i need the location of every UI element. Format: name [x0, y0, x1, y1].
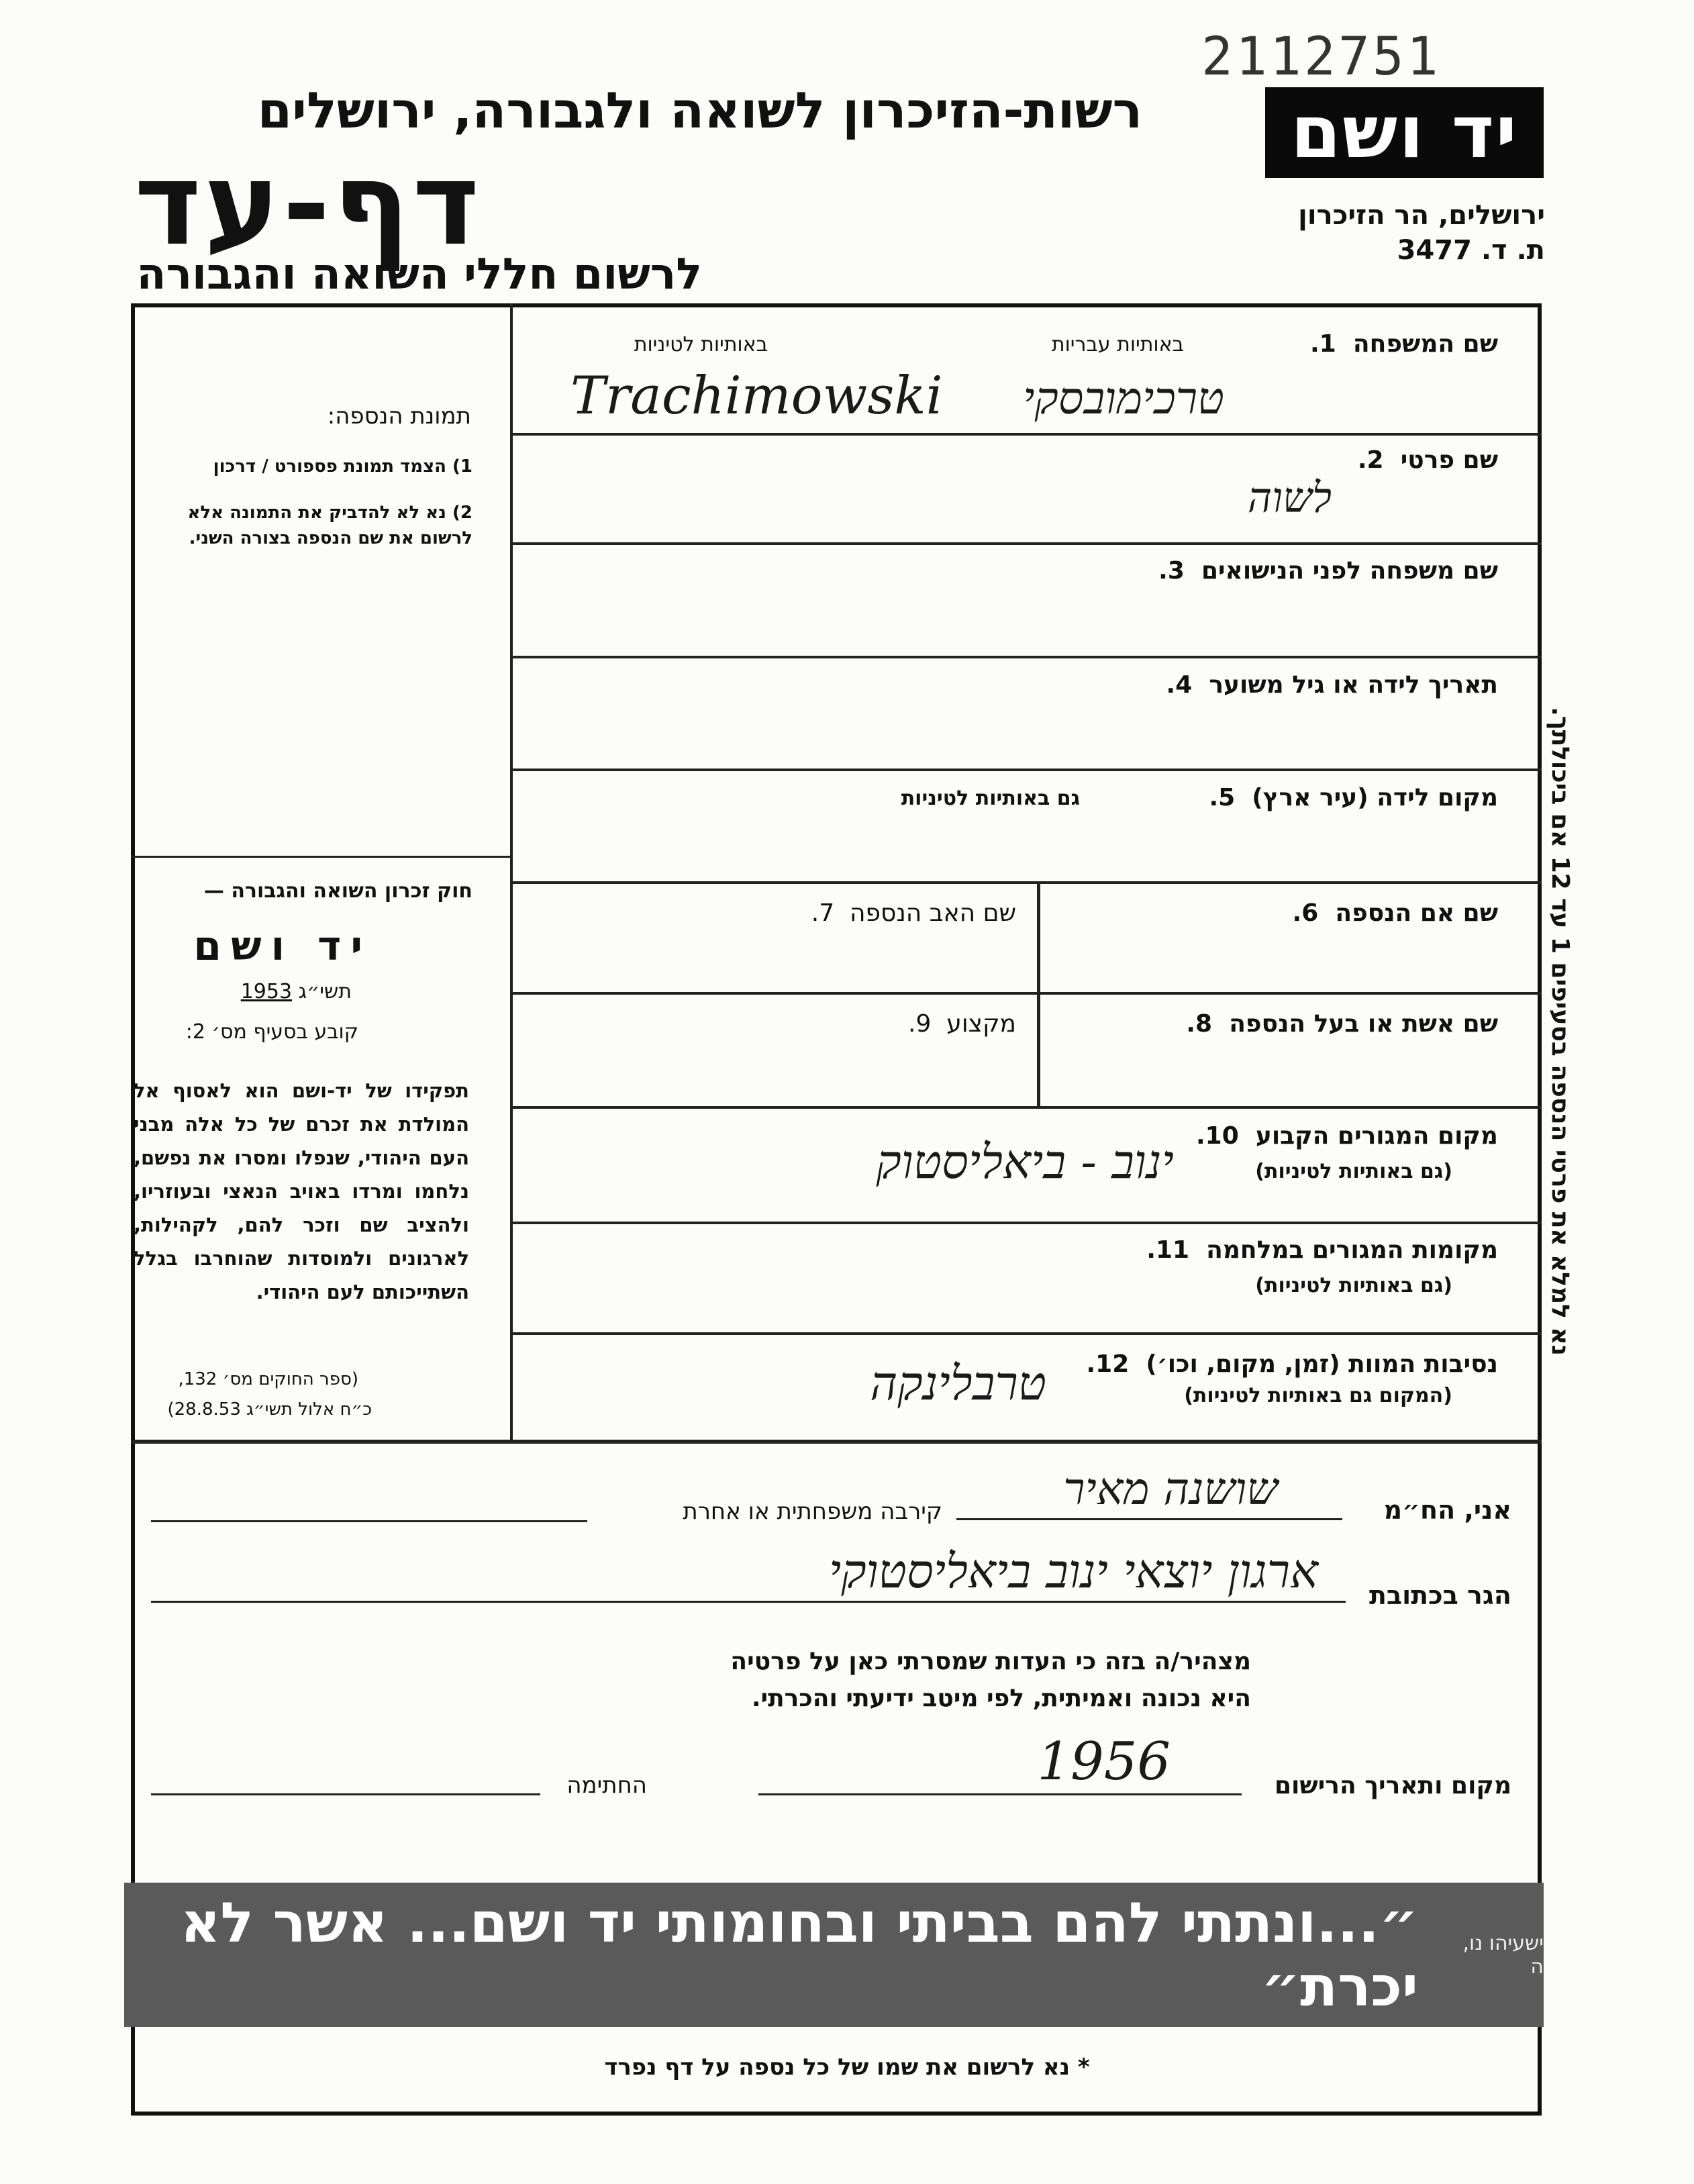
field-8-label: שם אשת או בעל הנספה [1229, 1010, 1498, 1038]
field-6-label: שם אם הנספה [1335, 899, 1498, 927]
photo-title: תמונת הנספה: [327, 403, 471, 430]
address-label: הגר בכתובת [1368, 1581, 1511, 1610]
field-12-number: 12. [1086, 1350, 1130, 1378]
field-3-label: שם משפחה לפני הנישואים [1201, 557, 1498, 585]
row-line [510, 433, 1542, 436]
declaration-divider [131, 1440, 1542, 1444]
law-ref-2: כ״ח אלול תשי״ג 28.8.53) [167, 1399, 372, 1420]
field-2-label: שם פרטי [1400, 446, 1498, 474]
field-12-note: (המקום גם באותיות לטיניות) [1184, 1384, 1452, 1407]
row-line [510, 992, 1542, 995]
relation-label: קירבה משפחתית או אחרת [683, 1498, 942, 1525]
side-note: נא למלא את פרטי הנספה בסעיפים 1 עד 12 אם ביכולתך. [1546, 707, 1574, 1356]
statement-line-1: מצהיר/ה בזה כי העדות שמסרתי כאן על פרטיה [730, 1648, 1251, 1675]
field-11-note: (גם באותיות לטיניות) [1255, 1274, 1452, 1297]
signature-label: החתימה [566, 1772, 647, 1799]
yad-vashem-logo: יד ושם [1265, 87, 1544, 178]
left-column-separator [131, 856, 510, 858]
logo-address [1298, 198, 1545, 268]
field-7-label: שם האב הנספה [850, 899, 1016, 927]
photo-note-1: 1) הצמד תמונת פספורט / דרכון [213, 456, 472, 477]
row-line [510, 881, 1542, 884]
verse-source: ישעיהו נו, ה [1462, 1931, 1544, 1979]
law-text: תפקידו של יד-ושם הוא לאסוף אל המולדת את זכרם של כל אלה מבני העם היהודי, שנפלו ומסרו את נפשם, נלחמו ומרדו באויב הנאצי ובעוזריו, ולהציב שם וזכר להם, לקהילות, לארגונים ולמוסדות שהוחרבו בגלל השתייכותם לעם היהודי. [134, 1079, 469, 1303]
field-5-note: גם באותיות לטיניות [901, 787, 1080, 810]
law-year-hebrew: תשי״ג [298, 980, 352, 1003]
row-line [510, 1222, 1542, 1224]
field-1-label: שם המשפחה [1352, 330, 1498, 358]
name-line [956, 1518, 1342, 1520]
field-3-number: 3. [1158, 557, 1185, 585]
left-column-divider [510, 303, 513, 1441]
field-9-number: 9. [908, 1010, 932, 1038]
logo-address-line-2: ת. ד. 3477 [1397, 235, 1545, 266]
field-4-number: 4. [1166, 671, 1193, 699]
ani-label: אני, הח״מ [1383, 1495, 1511, 1525]
row-line [510, 656, 1542, 658]
field-10-number: 10. [1195, 1122, 1239, 1150]
law-name: יד ושם [193, 923, 372, 970]
row-line [510, 1332, 1542, 1335]
field-5-number: 5. [1209, 784, 1236, 811]
verse-banner [124, 1883, 1544, 2027]
law-title: חוק זכרון השואה והגבורה — [203, 879, 472, 903]
field-12-label: נסיבות המוות (זמן, מקום, וכו׳) [1146, 1350, 1498, 1378]
verse-text: ״...ונתתי להם בביתי ובחומותי יד ושם... אשר לא יכרת״ [180, 1891, 1419, 2019]
field-1-hebrew-letters: באותיות עבריות [1051, 333, 1184, 356]
law-ref-1: (ספר החוקים מס׳ 132, [178, 1369, 358, 1389]
field-1-value-latin: Trachimowski [570, 366, 943, 426]
field-6-number: 6. [1292, 899, 1319, 927]
row-line [510, 1106, 1542, 1109]
field-2-value: לשוה [1247, 473, 1332, 522]
field-8-number: 8. [1186, 1010, 1213, 1038]
field-4-label: תאריך לידה או גיל משוער [1209, 671, 1498, 699]
field-1-value-hebrew: טרכימובסקי [1023, 373, 1224, 424]
address-line [151, 1601, 1346, 1603]
row-line [510, 542, 1542, 545]
field-11-number: 11. [1146, 1236, 1190, 1264]
authority-title: רשות-הזיכרון לשואה ולגבורה, ירושלים [257, 82, 1142, 140]
footnote: * נא לרשום את שמו של כל נספה על דף נפרד [604, 2054, 1090, 2081]
signature-line [151, 1793, 540, 1795]
place-date-line [758, 1793, 1242, 1795]
field-10-note: (גם באותיות לטיניות) [1255, 1160, 1452, 1183]
field-11-label: מקומות המגורים במלחמה [1206, 1236, 1498, 1264]
law-year: 1953 [240, 980, 293, 1003]
field-9-label: מקצוע [946, 1010, 1016, 1038]
logo-address-line-1: ירושלים, הר הזיכרון [1298, 200, 1545, 231]
field-5-label: מקום לידה (עיר ארץ) [1252, 784, 1498, 811]
form-title: דף-עד [134, 138, 483, 271]
place-date-label: מקום ותאריך הרישום [1274, 1772, 1511, 1799]
field-7-number: 7. [811, 899, 835, 927]
declarant-address: ארגון יוצאי ינוב ביאליסטוקי [828, 1544, 1318, 1599]
field-10-label: מקום המגורים הקבוע [1255, 1122, 1498, 1150]
field-1-latin-letters: באותיות לטיניות [634, 333, 768, 356]
place-date-value: 1956 [1037, 1732, 1170, 1792]
form-purpose: לרשום חללי השואה והגבורה [136, 250, 702, 299]
photo-note-2: 2) נא לא להדביק את התמונה אלא לרשום את שם הנספה בצורה השני. [187, 503, 472, 548]
split-divider [1037, 881, 1040, 1106]
serial-number: 2112751 [1201, 27, 1441, 87]
declarant-name: שושנה מאיר [1063, 1463, 1278, 1515]
relation-line [151, 1520, 587, 1522]
field-12-value: טרבלינקה [870, 1356, 1046, 1411]
statement-line-2: היא נכונה ואמיתית, לפי מיטב ידיעתי והכרתי. [751, 1685, 1251, 1712]
field-2-number: 2. [1357, 446, 1384, 474]
field-10-value: ינוב - ביאליסטוק [876, 1134, 1174, 1189]
field-1-number: 1. [1310, 330, 1336, 358]
row-line [510, 768, 1542, 771]
law-section: קובע בסעיף מס׳ 2: [185, 1020, 358, 1044]
